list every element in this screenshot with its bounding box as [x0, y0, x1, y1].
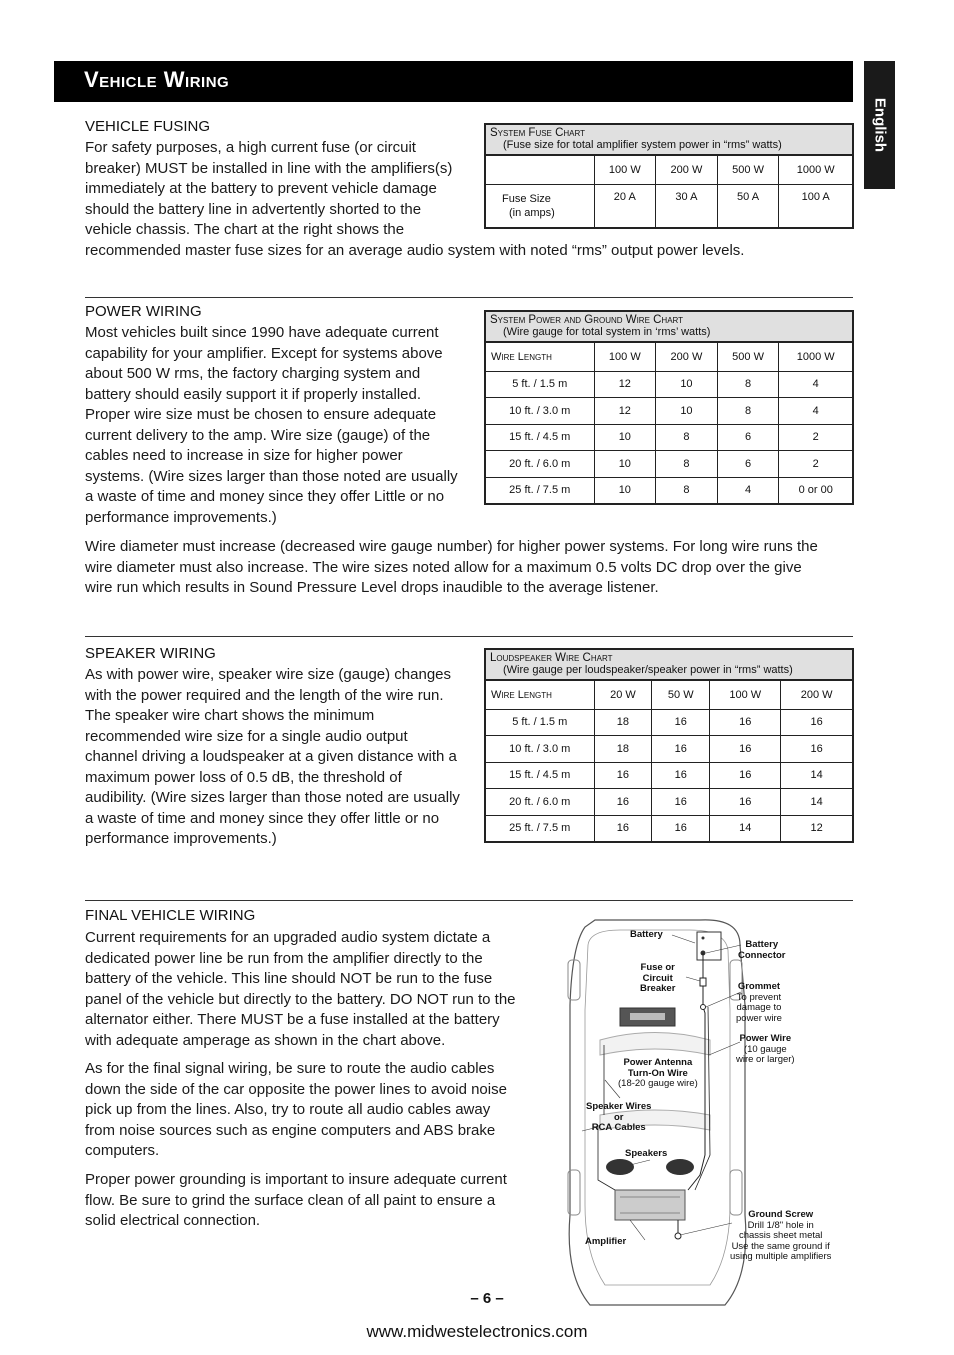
text-line: from noise sources such as engine computers and ABS brake — [85, 1121, 496, 1139]
text-line: Wire diameter must increase (decreased wire gauge number) for higher power systems. For long wire runs the — [85, 538, 818, 555]
text-line: As with power wire, speaker wire size (gauge) changes — [85, 666, 451, 683]
row-label-line: Fuse Size — [502, 192, 551, 205]
table-row — [485, 398, 853, 425]
table-cell: 100 A — [779, 184, 853, 228]
text-line: wire diameter must also increase. The wire sizes noted allow for a maximum 0.5 volts DC drop over the give — [85, 558, 802, 576]
battery — [697, 932, 721, 960]
column-header: 100 W — [594, 342, 656, 371]
section-divider — [85, 900, 853, 901]
text-line: recommended master fuse sizes for an average audio system with noted “rms” output power levels. — [85, 241, 745, 259]
table-cell: 12 — [781, 815, 853, 842]
language-tab-label: English — [871, 97, 888, 153]
label-fuse: Fuse or Circuit Breaker — [640, 962, 676, 994]
text-line: channel driving a loudspeaker at a given distance with a — [85, 748, 457, 765]
table-cell: 4 — [779, 371, 853, 398]
table-cell: 14 — [781, 762, 853, 789]
column-header: Wire Length — [485, 680, 594, 709]
table-row — [485, 709, 853, 736]
table-cell: 10 — [656, 371, 718, 398]
table-cell: 18 — [594, 709, 652, 736]
table-cell: 16 — [594, 762, 652, 789]
table-cell: 6 — [717, 424, 779, 451]
table-row — [485, 736, 853, 763]
text-line: solid electrical connection. — [85, 1212, 261, 1229]
table-cell: 16 — [781, 736, 853, 763]
label-speaker-wires: Speaker Wires or RCA Cables — [586, 1101, 652, 1133]
column-header: 200 W — [656, 155, 718, 184]
table-cell: 16 — [652, 709, 710, 736]
text-line: battery should easily support it if properly installed. — [85, 385, 422, 403]
row-label: 5 ft. / 1.5 m — [485, 709, 594, 736]
table-cell: 10 — [594, 424, 656, 451]
chart-subtitle: (Wire gauge per loudspeaker/speaker power in “rms” watts) — [503, 664, 793, 676]
text-line: with adequate amperage as shown in the chart above. — [85, 1031, 446, 1049]
text-line: wire run which results in Sound Pressure Level drops inaudible to the average listener. — [85, 579, 659, 596]
column-header: 50 W — [652, 680, 710, 709]
table-cell: 8 — [717, 398, 779, 425]
text-line: computers. — [85, 1142, 160, 1159]
table-cell: 14 — [710, 815, 781, 842]
page-title-bar — [54, 61, 853, 102]
table-cell: 50 A — [717, 184, 779, 228]
table-cell: 10 — [656, 398, 718, 425]
row-label: 15 ft. / 4.5 m — [485, 762, 594, 789]
text-line: flow. Be sure to grind the surface clean of all paint to ensure a — [85, 1191, 496, 1209]
table-cell: 30 A — [656, 184, 718, 228]
language-tab — [864, 61, 895, 189]
text-line: vehicle chassis. The chart at the right shows the — [85, 221, 405, 238]
table-row — [485, 789, 853, 816]
table-cell: 18 — [594, 736, 652, 763]
row-label: 5 ft. / 1.5 m — [485, 371, 594, 398]
text-line: systems. (Wire sizes larger than those noted are usually — [85, 467, 458, 485]
page-number: – 6 – — [470, 1290, 504, 1307]
chart-caption — [485, 649, 853, 680]
text-line: current delivery to the amp. Wire size (gauge) of the — [85, 426, 431, 444]
text-line: should the battery line in advertently shorted to the — [85, 200, 422, 218]
chart-title: System Fuse Chart — [490, 127, 586, 139]
text-line: battery of the vehicle. This line should NOT be run to the fuse — [85, 970, 493, 987]
label-ground-screw: Ground Screw Drill 1/8" hole in chassis sheet metal Use the same ground if using multiple amplifiers — [730, 1209, 832, 1262]
text-line: breaker) MUST be installed in line with the amplifiers(s) — [85, 159, 453, 177]
text-line: Most vehicles built since 1990 have adequate current — [85, 324, 439, 341]
table-cell: 12 — [594, 371, 656, 398]
table-row — [485, 451, 853, 478]
text-line: performance improvements.) — [85, 508, 277, 526]
text-line: The speaker wire chart shows the minimum — [85, 707, 375, 724]
column-header: 1000 W — [779, 155, 853, 184]
text-line: about 500 W rms, the factory charging system and — [85, 365, 421, 382]
chart-subtitle: (Wire gauge for total system in ‘rms’ watts) — [503, 326, 711, 338]
table-cell: 10 — [594, 451, 656, 478]
text-line: Proper power grounding is important to insure adequate current — [85, 1171, 507, 1188]
text-line: a waste of time and money since they offer Little or no — [85, 488, 445, 505]
grommet — [701, 1005, 706, 1010]
final-paragraph-3 — [85, 1170, 560, 1232]
section-divider — [85, 297, 853, 298]
text-line: capability for your amplifier. Except for systems above — [85, 344, 443, 362]
text-line: Proper wire size must be chosen to ensure adequate — [85, 406, 437, 423]
chart-caption — [485, 124, 853, 155]
label-power-wire: Power Wire (10 gauge wire or larger) — [736, 1033, 795, 1065]
final-paragraph-2 — [85, 1059, 560, 1162]
text-line: a waste of time and money since they offer little or no — [85, 809, 440, 827]
text-line: Current requirements for an upgraded audio system dictate a — [85, 929, 491, 946]
section-heading-final: FINAL VEHICLE WIRING — [85, 907, 256, 924]
power-paragraph — [85, 323, 480, 528]
amplifier — [615, 1190, 685, 1220]
text-line: panel of the vehicle but directly to the battery. DO NOT run to the — [85, 990, 516, 1008]
table-cell: 16 — [652, 736, 710, 763]
final-paragraph-1 — [85, 928, 560, 1051]
row-label: 10 ft. / 3.0 m — [485, 398, 594, 425]
text-line: alternator either. There MUST be a fuse installed at the battery — [85, 1011, 500, 1028]
row-label: 25 ft. / 7.5 m — [485, 477, 594, 504]
chart-subtitle: (Fuse size for total amplifier system power in “rms” watts) — [503, 139, 782, 151]
row-label: 20 ft. / 6.0 m — [485, 789, 594, 816]
column-header: 200 W — [656, 342, 718, 371]
page-title: Vehicle Wiring — [84, 67, 230, 92]
row-label: 20 ft. / 6.0 m — [485, 451, 594, 478]
column-header: 100 W — [710, 680, 781, 709]
speaker-right — [666, 1159, 694, 1175]
label-amplifier: Amplifier — [585, 1236, 627, 1247]
text-line: recommended wire size for a single audio output — [85, 727, 408, 745]
table-cell: 8 — [656, 477, 718, 504]
table-cell: 2 — [779, 451, 853, 478]
text-line: cables need to increase in size for higher power — [85, 447, 403, 464]
row-label: 10 ft. / 3.0 m — [485, 736, 594, 763]
chart-title: System Power and Ground Wire Chart — [490, 314, 684, 326]
chart-title: Loudspeaker Wire Chart — [490, 652, 613, 664]
head-unit-display — [630, 1013, 665, 1020]
text-line: with the power required and the length of the wire run. — [85, 686, 444, 704]
footer-url: www.midwestelectronics.com — [366, 1322, 588, 1341]
table-cell: 8 — [656, 451, 718, 478]
table-cell: 4 — [717, 477, 779, 504]
row-label: 15 ft. / 4.5 m — [485, 424, 594, 451]
row-label-line: (in amps) — [509, 206, 555, 219]
section-heading-speaker: SPEAKER WIRING — [85, 645, 216, 662]
power-wire-chart — [484, 310, 854, 505]
table-cell: 0 or 00 — [779, 477, 853, 504]
table-cell: 16 — [652, 789, 710, 816]
empty-header-cell — [485, 155, 594, 184]
table-cell: 2 — [779, 424, 853, 451]
column-header: 200 W — [781, 680, 853, 709]
text-line: audibility. (Wire sizes larger than those noted are usually — [85, 789, 460, 806]
label-grommet: Grommet To prevent damage to power wire — [736, 981, 782, 1024]
table-cell: 6 — [717, 451, 779, 478]
text-line: performance improvements.) — [85, 830, 277, 847]
text-line: For safety purposes, a high current fuse (or circuit — [85, 139, 416, 156]
text-line: pick up from the lines. Also, try to route all audio cables away — [85, 1101, 491, 1118]
row-label — [485, 184, 594, 228]
row-label: 25 ft. / 7.5 m — [485, 815, 594, 842]
table-cell: 16 — [710, 762, 781, 789]
column-header: 100 W — [594, 155, 656, 184]
table-row — [485, 815, 853, 842]
speaker-paragraph — [85, 665, 480, 850]
table-cell: 16 — [594, 789, 652, 816]
fuse-chart — [484, 123, 854, 229]
column-header: 500 W — [717, 155, 779, 184]
table-row — [485, 477, 853, 504]
section-divider — [85, 636, 853, 637]
table-cell: 16 — [710, 709, 781, 736]
table-cell: 8 — [717, 371, 779, 398]
table-cell: 10 — [594, 477, 656, 504]
column-header: Wire Length — [485, 342, 594, 371]
text-line: maximum power loss of 0.5 dB, the threshold of — [85, 768, 402, 786]
table-row — [485, 762, 853, 789]
table-cell: 16 — [781, 709, 853, 736]
section-heading-power: POWER WIRING — [85, 303, 202, 320]
label-speakers: Speakers — [625, 1148, 668, 1159]
table-cell: 16 — [594, 815, 652, 842]
table-cell: 16 — [652, 815, 710, 842]
table-cell: 16 — [710, 736, 781, 763]
column-header: 20 W — [594, 680, 652, 709]
section-heading-fusing: VEHICLE FUSING — [85, 118, 211, 135]
text-line: dedicated power line be run from the amplifier directly to the — [85, 949, 483, 967]
table-row — [485, 424, 853, 451]
text-line: immediately at the battery to prevent vehicle damage — [85, 180, 437, 197]
label-battery-connector: Battery Connector — [738, 939, 786, 961]
loudspeaker-wire-chart — [484, 648, 854, 843]
speaker-left — [606, 1159, 634, 1175]
column-header: 1000 W — [779, 342, 853, 371]
label-antenna: Power Antenna Turn-On Wire (18-20 gauge wire) — [618, 1057, 698, 1089]
table-cell: 16 — [710, 789, 781, 816]
table-cell: 8 — [656, 424, 718, 451]
table-cell: 12 — [594, 398, 656, 425]
chart-caption — [485, 311, 853, 342]
table-cell: 14 — [781, 789, 853, 816]
column-header: 500 W — [717, 342, 779, 371]
text-line: As for the final signal wiring, be sure to route the audio cables — [85, 1060, 495, 1077]
label-battery: Battery — [630, 929, 663, 940]
ground-screw — [675, 1233, 681, 1239]
table-cell: 4 — [779, 398, 853, 425]
table-row — [485, 371, 853, 398]
table-cell: 20 A — [594, 184, 656, 228]
table-cell: 16 — [652, 762, 710, 789]
power-paragraph-2 — [85, 537, 865, 599]
battery-terminal — [702, 937, 705, 940]
text-line: down the side of the car opposite the power lines to avoid noise — [85, 1080, 507, 1098]
